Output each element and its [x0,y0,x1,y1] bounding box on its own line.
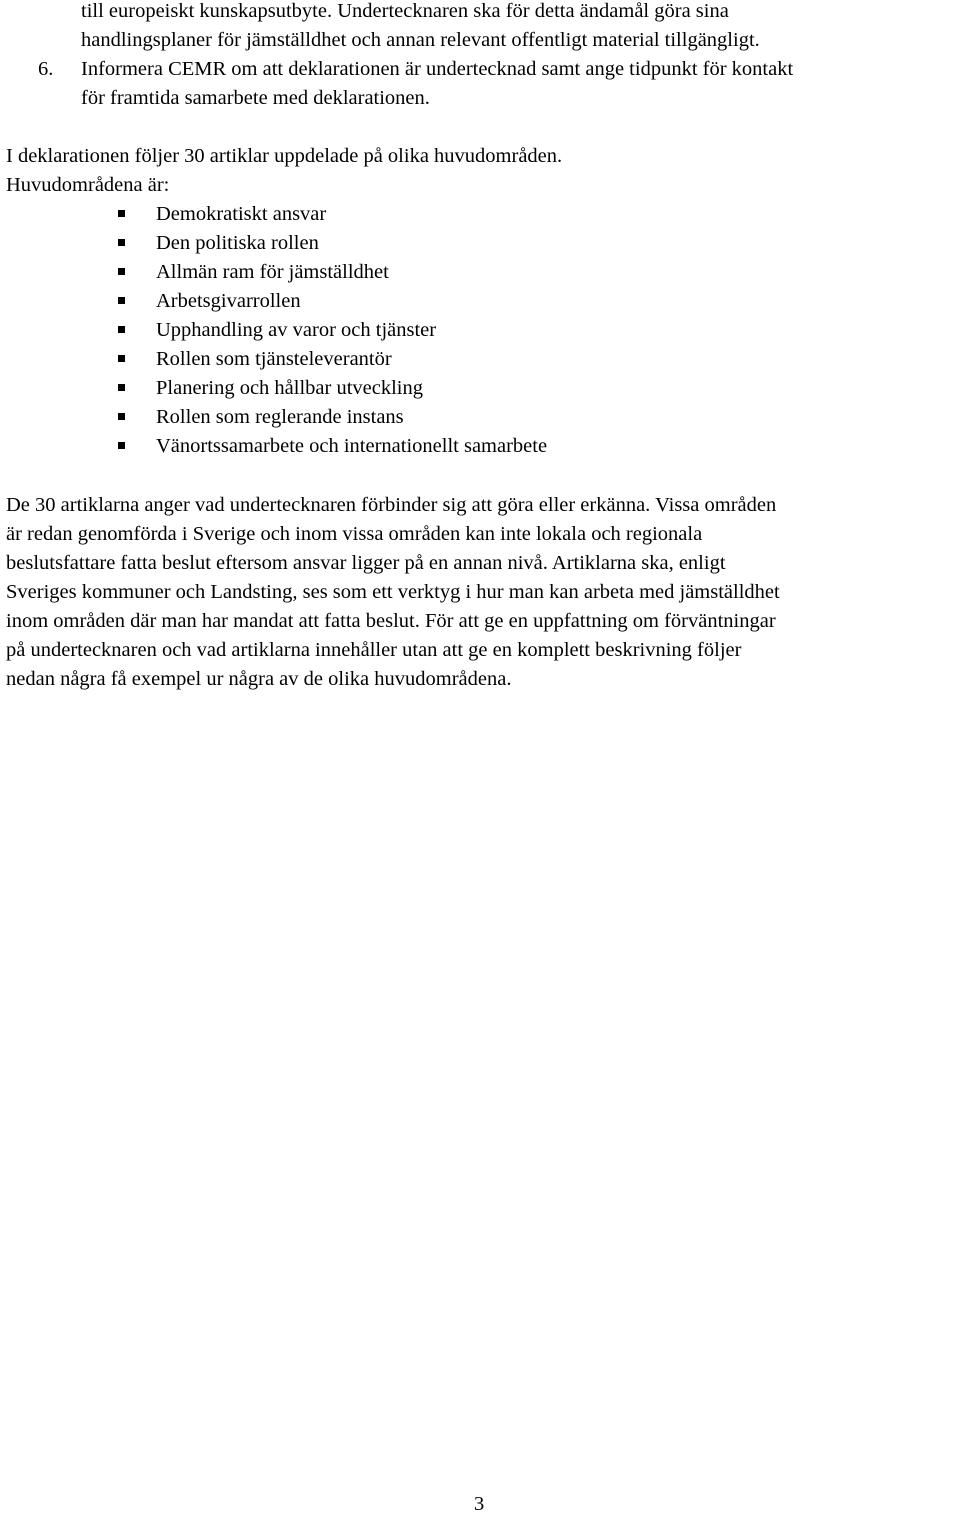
intro-line: Huvudområdena är: [6,174,170,196]
list-line: Informera CEMR om att deklarationen är undertecknad samt ange tidpunkt för kontakt [81,58,794,80]
square-bullet-icon [118,297,125,304]
list-item: Arbetsgivarrollen [156,290,301,312]
paragraph-line: är redan genomförda i Sverige och inom vissa områden kan inte lokala och regionala [6,523,703,545]
list-line: handlingsplaner för jämställdhet och annan relevant offentligt material tillgängligt. [81,29,760,51]
square-bullet-icon [118,210,125,217]
list-item: Demokratiskt ansvar [156,203,327,225]
paragraph-line: på undertecknaren och vad artiklarna innehåller utan att ge en komplett beskrivning följer [6,639,742,661]
list-item: Rollen som reglerande instans [156,406,404,428]
square-bullet-icon [118,384,125,391]
square-bullet-icon [118,442,125,449]
paragraph-line: De 30 artiklarna anger vad undertecknaren förbinder sig att göra eller erkänna. Vissa områden [6,494,777,516]
paragraph-line: Sveriges kommuner och Landsting, ses som ett verktyg i hur man kan arbeta med jämställdhet [6,581,780,603]
square-bullet-icon [118,239,125,246]
list-line: för framtida samarbete med deklarationen. [81,87,430,109]
paragraph-line: nedan några få exempel ur några av de olika huvudområdena. [6,668,512,690]
list-item: Allmän ram för jämställdhet [156,261,389,283]
square-bullet-icon [118,326,125,333]
list-line: till europeiskt kunskapsutbyte. Undertecknaren ska för detta ändamål göra sina [81,0,729,22]
list-item-number: 6. [38,58,54,80]
list-item: Upphandling av varor och tjänster [156,319,437,341]
intro-line: I deklarationen följer 30 artiklar uppdelade på olika huvudområden. [6,145,563,167]
square-bullet-icon [118,355,125,362]
paragraph-line: beslutsfattare fatta beslut eftersom ansvar ligger på en annan nivå. Artiklarna ska, enligt [6,552,726,574]
list-item: Den politiska rollen [156,232,319,254]
page-number: 3 [474,1493,485,1515]
list-item: Vänortssamarbete och internationellt samarbete [156,435,548,457]
list-item: Rollen som tjänsteleverantör [156,348,392,370]
list-item: Planering och hållbar utveckling [156,377,423,399]
square-bullet-icon [118,413,125,420]
paragraph-line: inom områden där man har mandat att fatta beslut. För att ge en uppfattning om förväntningar [6,610,776,632]
square-bullet-icon [118,268,125,275]
